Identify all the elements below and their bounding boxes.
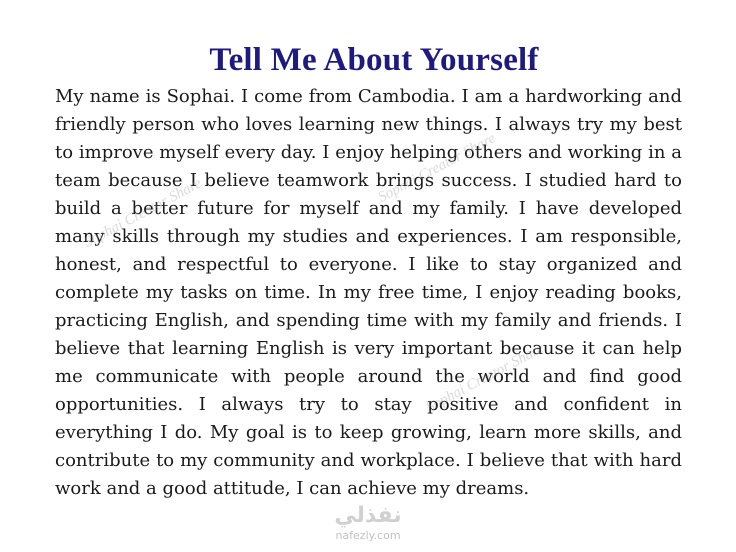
brand-url: nafezly.com bbox=[335, 529, 401, 542]
page-title: Tell Me About Yourself bbox=[209, 42, 539, 78]
brand-watermark bbox=[0, 505, 736, 543]
watermark: Sophai Creator Share bbox=[423, 340, 547, 416]
brand-logo: نفذلي bbox=[334, 503, 402, 528]
watermark: Sophai Creator Share bbox=[81, 175, 205, 251]
body-paragraph: My name is Sophai. I come from Cambodia. I am a hardworking and friendly person who loves learning new things. I always try my best to improve myself every day. I enjoy helping others and working in a team because I believe teamwork brings success. I studied hard to build a better future for myself and my family. I have developed many skills through my studies and experiences. I am responsible, honest, and respectful to everyone. I like to stay organized and complete my tasks on time. In my free time, I enjoy reading books, practicing English, and spending time with my family and friends. I believe that learning English is very important because it can help me communicate with people around the world and find good opportunities. I always try to stay positive and confident in everything I do. My goal is to keep growing, learn more skills, and contribute to my community and workplace. I believe that with hard work and a good attitude, I can achieve my dreams. bbox=[55, 86, 682, 499]
watermark: Sophai Creator Share bbox=[375, 130, 499, 206]
